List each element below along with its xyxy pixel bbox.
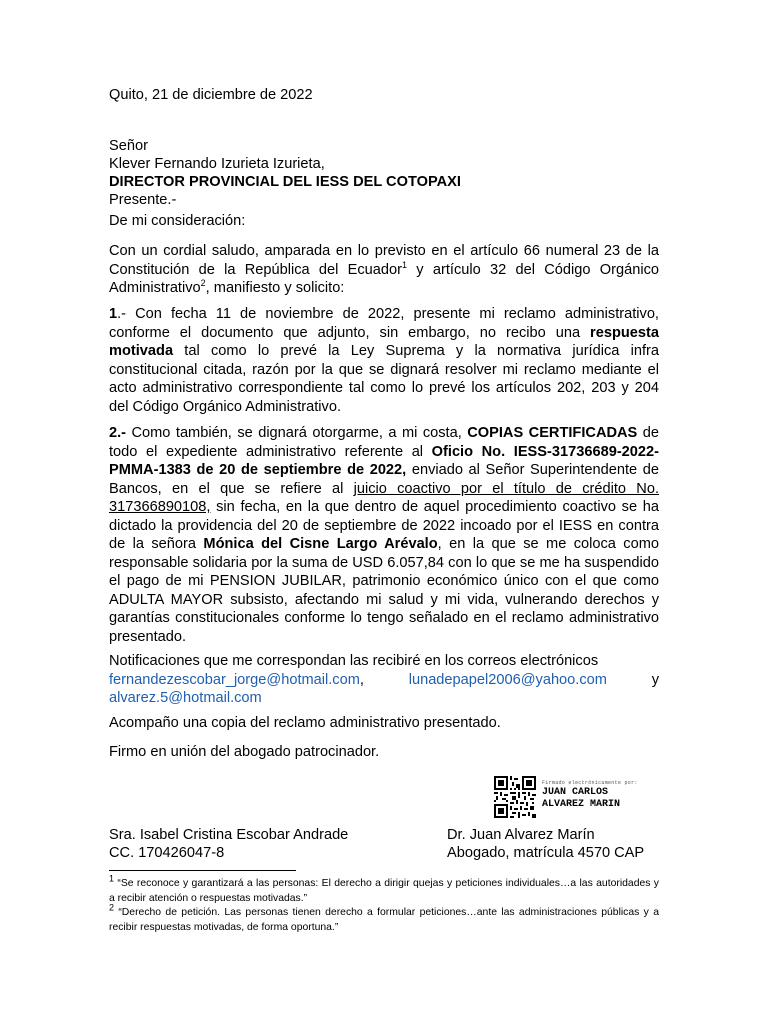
- footnote-2: [109, 902, 659, 935]
- e-signature-caption: Firmado electrónicamente por:: [542, 780, 638, 786]
- recipient-salutation: Señor: [109, 138, 148, 154]
- electronic-signature-stamp: [542, 780, 638, 811]
- item-text: .- Con fecha 11 de noviembre de 2022, presente mi reclamo administrativo, conforme el documento que adjunto, sin embargo, no recibo una: [109, 306, 659, 341]
- conjunction: y: [651, 671, 659, 688]
- footnote-ref-1[interactable]: 1: [402, 259, 408, 270]
- item-text: tal como lo prevé la Ley Suprema y la normativa jurídica infra constitucional citada, razón por la que se dignará resolver mi reclamo mediante el acto administrativo correspondiente tal como lo prevé los artículos 202, 203 y 204 del Código Orgánico Administrativo.: [109, 343, 659, 415]
- footnote-1: [109, 873, 659, 906]
- item-emphasis: COPIAS CERTIFICADAS: [467, 425, 638, 441]
- recipient-presente: Presente.-: [109, 192, 177, 208]
- footnote-ref-2[interactable]: 2: [200, 278, 206, 289]
- item-emphasis: respuesta motivada: [109, 324, 659, 359]
- footnote-text: “Derecho de petición. Las personas tienen derecho a formular peticiones…ante las administraciones públicas y a recibir respuestas motivadas, de forma oportuna.”: [109, 907, 659, 933]
- qr-code-icon: [494, 776, 536, 818]
- email-row: [109, 671, 659, 690]
- notifications-paragraph: [109, 652, 659, 708]
- intro-text: , manifiesto y solicito:: [205, 280, 345, 296]
- signature-left: [109, 826, 348, 862]
- item-text: sin fecha, en la que dentro de aquel procedimiento coactivo se ha dictado la providencia del 20 de septiembre de 2022 incoado por el IESS en contra de la señora: [109, 499, 659, 552]
- notifications-text: Notificaciones que me correspondan las recibiré en los correos electrónicos: [109, 653, 599, 669]
- email-link-2[interactable]: lunadepapel2006@yahoo.com: [408, 671, 607, 688]
- signature-right: [447, 826, 644, 862]
- intro-text: y artículo 32 del Código Orgánico Administrativo: [109, 261, 660, 296]
- item-emphasis: Mónica del Cisne Largo Arévalo: [203, 536, 438, 552]
- email-link-3[interactable]: alvarez.5@hotmail.com: [109, 690, 262, 706]
- footnote-divider: [109, 870, 296, 871]
- item-2-paragraph: [109, 424, 659, 646]
- footnote-text: “Se reconoce y garantizará a las personas: El derecho a dirigir quejas y peticiones individuales…a las autoridades y a recibir atención o respuestas motivadas.”: [109, 878, 659, 904]
- item-number: 1: [109, 306, 118, 322]
- lawyer-registration: Abogado, matrícula 4570 CAP: [447, 845, 645, 861]
- item-text: Como también, se dignará otorgarme, a mi costa,: [126, 425, 468, 441]
- closing-line: Firmo en unión del abogado patrocinador.: [109, 744, 380, 760]
- footnote-mark: 2: [109, 902, 115, 913]
- attachment-line: Acompaño una copia del reclamo administrativo presentado.: [109, 715, 501, 731]
- item-underlined: juicio coactivo por el título de crédito No. 317366890108,: [109, 480, 659, 515]
- greeting: De mi consideración:: [109, 213, 246, 229]
- intro-paragraph: [109, 242, 659, 298]
- recipient-title: DIRECTOR PROVINCIAL DEL IESS DEL COTOPAXI: [109, 174, 461, 190]
- item-text: , en la que se me coloca como responsable solidaria por la suma de USD 6.057,84 con lo que se me ha suspendido el pago de mi PENSION JUBILAR, patrimonio económico único con el que como ADULTA MAYOR subsisto, afectando mi salud y mi vida, vulnerando derechos y garantías constitucionales conforme lo tengo señalado en el reclamo administrativo presentado.: [109, 536, 659, 645]
- letter-date: Quito, 21 de diciembre de 2022: [109, 87, 313, 103]
- signer-name: Sra. Isabel Cristina Escobar Andrade: [109, 827, 349, 843]
- e-signature-name-line-2: ALVAREZ MARIN: [542, 799, 621, 810]
- item-1-paragraph: [109, 305, 659, 416]
- item-text: enviado al Señor Superintendente de Bancos, en el que se refiere al: [109, 462, 659, 497]
- intro-text: Con un cordial saludo, amparada en lo previsto en el artículo 66 numeral 23 de la Constitución de la República del Ecuador: [109, 243, 659, 278]
- signer-id: CC. 170426047-8: [109, 845, 225, 861]
- item-text: de todo el expediente administrativo referente al: [109, 425, 659, 460]
- e-signature-name-line-1: JUAN CARLOS: [542, 787, 609, 798]
- comma: ,: [359, 671, 364, 688]
- email-link-1[interactable]: fernandezescobar_jorge@hotmail.com: [109, 671, 360, 688]
- recipient-block: [109, 137, 461, 209]
- footnote-mark: 1: [109, 873, 115, 884]
- recipient-name: Klever Fernando Izurieta Izurieta,: [109, 156, 325, 172]
- item-emphasis: Oficio No. IESS-31736689-2022-PMMA-1383 de 20 de septiembre de 2022,: [109, 443, 659, 478]
- item-number: 2.-: [109, 425, 127, 441]
- lawyer-name: Dr. Juan Alvarez Marín: [447, 827, 595, 843]
